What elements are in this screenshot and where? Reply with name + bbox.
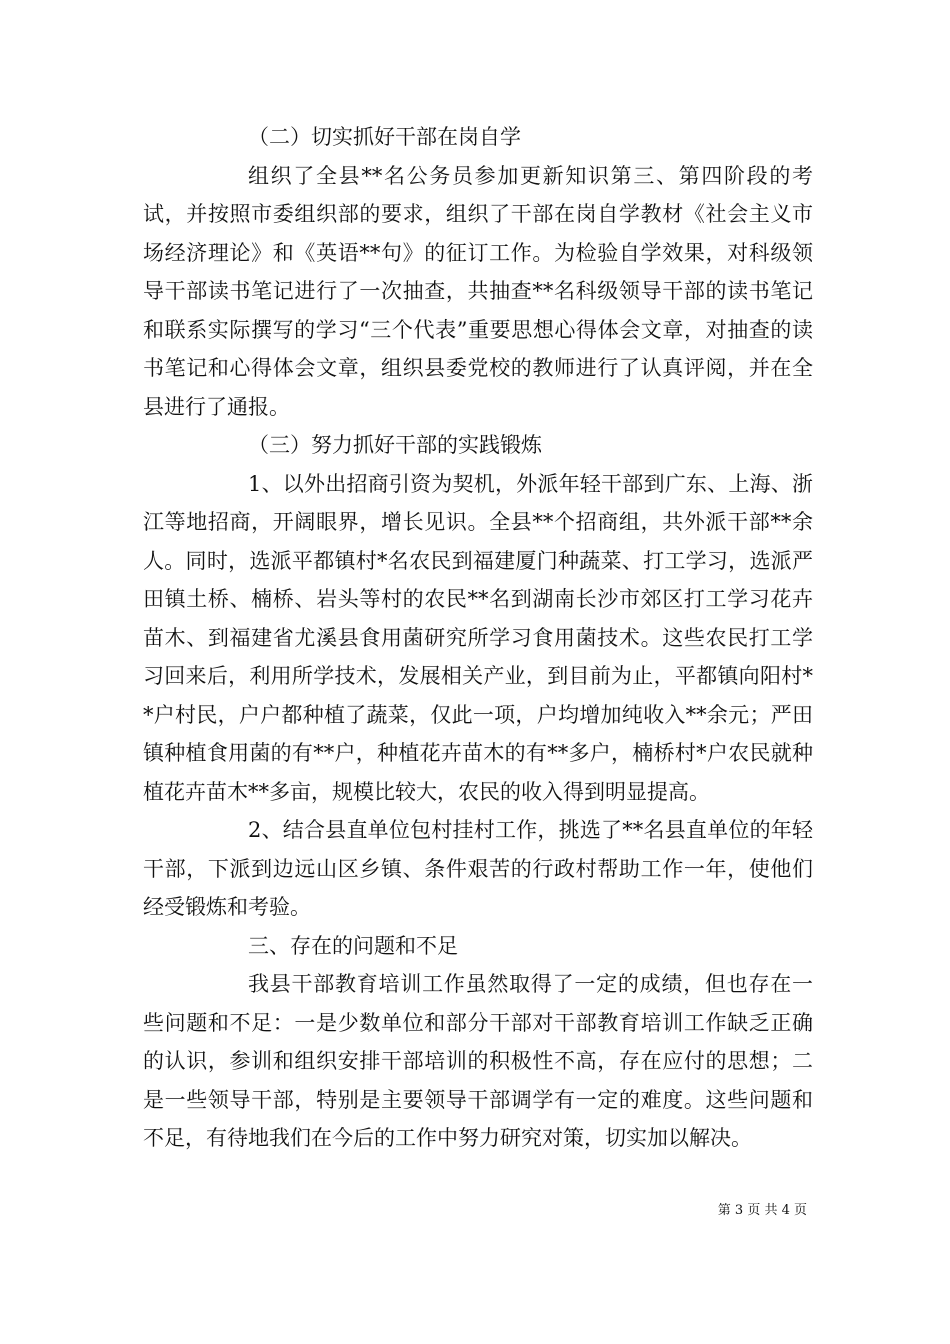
paragraph-practice-2: 2、结合县直单位包村挂村工作，挑选了**名县直单位的年轻干部，下派到边远山区乡镇、条件艰苦的行政村帮助工作一年，使他们经受锻炼和考验。	[143, 818, 813, 919]
section-heading-practice-training: （三）努力抓好干部的实践锻炼	[248, 433, 542, 457]
paragraph-problems: 我县干部教育培训工作虽然取得了一定的成绩，但也存在一些问题和不足：一是少数单位和部分干部对干部教育培训工作缺乏正确的认识，参训和组织安排干部培训的积极性不高，存在应付的思想；二是一些领导干部，特别是主要领导干部调学有一定的难度。这些问题和不足，有待地我们在今后的工作中努力研究对策，切实加以解决。	[143, 972, 813, 1150]
section-heading-cadre-self-study: （二）切实抓好干部在岗自学	[248, 125, 521, 149]
paragraph-self-study: 组织了全县**名公务员参加更新知识第三、第四阶段的考试，并按照市委组织部的要求，组织了干部在岗自学教材《社会主义市场经济理论》和《英语**句》的征订工作。为检验自学效果，对科级领导干部读书笔记进行了一次抽查，共抽查**名科级领导干部的读书笔记和联系实际撰写的学习“三个代表”重要思想心得体会文章，对抽查的读书笔记和心得体会文章，组织县委党校的教师进行了认真评阅，并在全县进行了通报。	[143, 163, 813, 419]
section-heading-problems: 三、存在的问题和不足	[248, 933, 458, 958]
paragraph-practice-1: 1、以外出招商引资为契机，外派年轻干部到广东、上海、浙江等地招商，开阔眼界，增长见识。全县**个招商组，共外派干部**余人。同时，选派平都镇村*名农民到福建厦门种蔬菜、打工学习，选派严田镇土桥、楠桥、岩头等村的农民**名到湖南长沙市郊区打工学习花卉苗木、到福建省尤溪县食用菌研究所学习食用菌技术。这些农民打工学习回来后，利用所学技术，发展相关产业，到目前为止，平都镇向阳村**户村民，户户都种植了蔬菜，仅此一项，户均增加纯收入**余元；严田镇种植食用菌的有**户，种植花卉苗木的有**多户，楠桥村*户农民就种植花卉苗木**多亩，规模比较大，农民的收入得到明显提高。	[143, 471, 813, 804]
page-number-footer: 第 3 页 共 4 页	[717, 1203, 807, 1218]
document-body	[143, 118, 813, 1158]
